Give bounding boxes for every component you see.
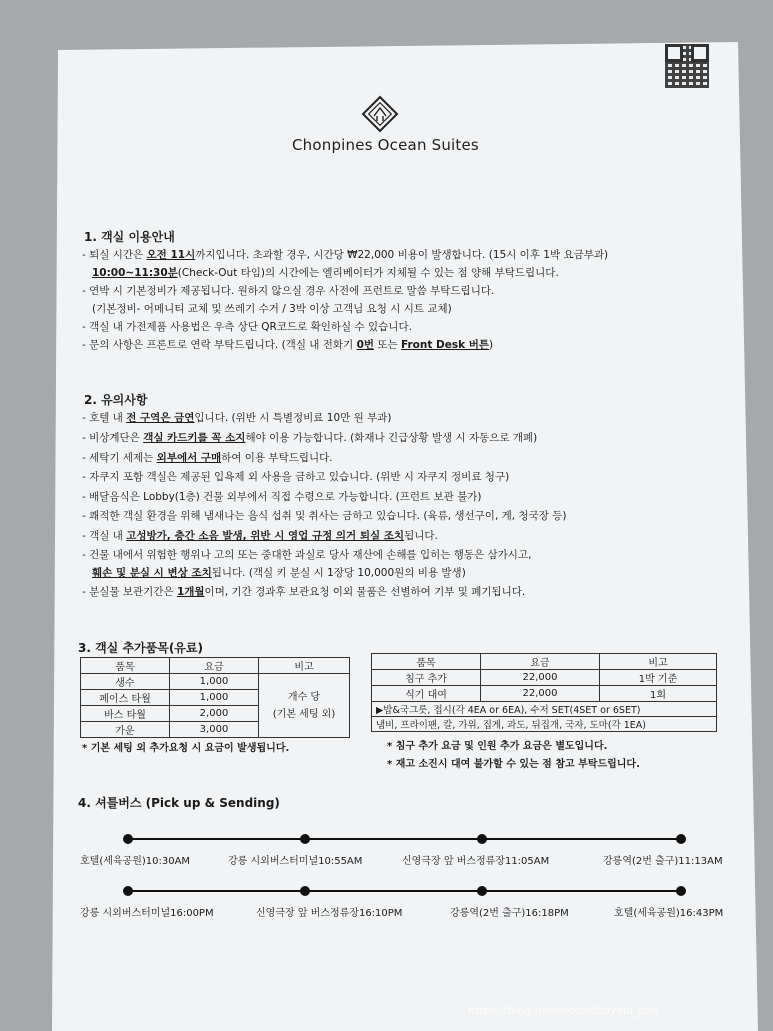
s2-line-9: 훼손 및 분실 시 변상 조치됩니다. (객실 키 분실 시 1장당 10,000원의 비용 발생) (92, 567, 466, 579)
table-header: 비고 (600, 654, 717, 670)
shuttle-route-line-2 (128, 890, 682, 892)
table-detail-cell: ▶밥&국그릇, 접시(각 4EA or 6EA), 수저 SET(4SET or 6SET) (372, 702, 717, 717)
route-stop-dot (676, 834, 686, 844)
table-cell: 1,000 (170, 674, 259, 690)
shuttle-route-line-1 (128, 838, 682, 840)
table-header: 요금 (170, 658, 259, 674)
s1-line-5: - 객실 내 가전제품 사용법은 우측 상단 QR코드로 확인하실 수 있습니다. (82, 321, 412, 333)
right-table-note-1: * 침구 추가 요금 및 인원 추가 요금은 별도입니다. (387, 741, 608, 752)
shuttle-stop: 강릉역(2번 출구)11:13AM (603, 856, 723, 867)
s2-line-10: - 분실물 보관기간은 1개월이며, 기간 경과후 보관요청 이외 물품은 선별하여 기부 및 폐기됩니다. (82, 586, 526, 598)
s2-line-7: - 객실 내 고성방가, 층간 소음 발생, 위반 시 영업 규정 의거 퇴실 조치됩니다. (82, 530, 438, 542)
table-row (372, 686, 717, 702)
table-cell: 1박 기준 (600, 670, 717, 686)
s2-line-5: - 배달음식은 Lobby(1층) 건물 외부에서 직접 수령으로 가능합니다. (프런트 보관 불가) (82, 491, 482, 503)
table-row (372, 702, 717, 717)
table-header: 품목 (372, 654, 481, 670)
shuttle-stop: 강릉역(2번 출구)16:18PM (450, 908, 569, 919)
brand-name: Chonpines Ocean Suites (292, 136, 479, 154)
table-cell: 식기 대여 (372, 686, 481, 702)
table-cell: 22,000 (481, 686, 600, 702)
s2-line-1: - 호텔 내 전 구역은 금연입니다. (위반 시 특별정비료 10만 원 부과) (82, 412, 392, 424)
table-cell: 가운 (81, 722, 170, 738)
s1-line-2: 10:00~11:30분(Check-Out 타임)의 시간에는 엘리베이터가 지체될 수 있는 점 양해 부탁드립니다. (92, 267, 559, 279)
remark-line-1: 개수 당 (287, 691, 321, 703)
shuttle-stop: 강릉 시외버스터미널10:55AM (228, 856, 363, 867)
table-header: 요금 (481, 654, 600, 670)
shuttle-stop: 신영극장 앞 버스정류장16:10PM (256, 908, 403, 919)
left-table-note: * 기본 세팅 외 추가요청 시 요금이 발생됩니다. (82, 743, 290, 754)
table-cell: 22,000 (481, 670, 600, 686)
table-cell: 침구 추가 (372, 670, 481, 686)
s1-line-3: - 연박 시 기본정비가 제공됩니다. 원하지 않으실 경우 사전에 프런트로 말씀 부탁드립니다. (82, 285, 495, 297)
shuttle-stop: 신영극장 앞 버스정류장11:05AM (402, 856, 550, 867)
table-header-row (81, 658, 350, 674)
s1-line-4: (기본정비- 어메니티 교체 및 쓰레기 수거 / 3박 이상 고객님 요청 시 시트 교체) (92, 303, 452, 315)
table-header-row (372, 654, 717, 670)
extra-items-table-left (80, 657, 350, 738)
route-stop-dot (676, 886, 686, 896)
route-stop-dot (477, 886, 487, 896)
table-header: 품목 (81, 658, 170, 674)
s1-line-1: - 퇴실 시간은 오전 11시까지입니다. 초과할 경우, 시간당 ₩22,000 비용이 발생합니다. (15시 이후 1박 요금부과) (82, 249, 609, 261)
s2-line-8: - 건물 내에서 위험한 행위나 고의 또는 중대한 과실로 당사 재산에 손해를 입히는 행동은 삼가시고, (82, 549, 532, 561)
route-stop-dot (300, 834, 310, 844)
table-cell: 1회 (600, 686, 717, 702)
table-cell: 페이스 타월 (81, 690, 170, 706)
shuttle-stop: 호텔(세육공원)16:43PM (614, 908, 724, 919)
table-row (372, 670, 717, 686)
table-remark-cell (259, 674, 350, 738)
table-cell: 3,000 (170, 722, 259, 738)
route-stop-dot (123, 834, 133, 844)
s2-line-6: - 쾌적한 객실 환경을 위해 냄새나는 음식 섭취 및 취사는 금하고 있습니다. (육류, 생선구이, 게, 청국장 등) (82, 510, 567, 522)
s2-line-3: - 세탁기 세제는 외부에서 구매하여 이용 부탁드립니다. (82, 452, 333, 464)
section-2-title: 2. 유의사항 (84, 393, 148, 407)
shuttle-stop: 강릉 시외버스터미널16:00PM (80, 908, 214, 919)
s1-line-6: - 문의 사항은 프론트로 연락 부탁드립니다. (객실 내 전화기 0번 또는 Front Desk 버튼) (82, 339, 494, 351)
table-cell: 바스 타월 (81, 706, 170, 722)
qr-code[interactable] (665, 44, 709, 88)
watermark: https://blog.naver.com/bbyeol_one (468, 1004, 659, 1017)
section-3-title: 3. 객실 추가품목(유료) (78, 641, 203, 655)
remark-line-2: (기본 세팅 외) (272, 708, 336, 720)
table-cell: 생수 (81, 674, 170, 690)
shuttle-stop: 호텔(세육공원)10:30AM (80, 856, 191, 867)
table-row (81, 674, 350, 690)
route-stop-dot (477, 834, 487, 844)
table-header: 비고 (259, 658, 350, 674)
route-stop-dot (123, 886, 133, 896)
section-1-title: 1. 객실 이용안내 (84, 230, 175, 244)
section-4-title: 4. 셔틀버스 (Pick up & Sending) (78, 796, 280, 810)
brand-logo-icon (360, 94, 400, 134)
right-table-note-2: * 재고 소진시 대여 불가할 수 있는 점 참고 부탁드립니다. (387, 759, 640, 770)
notice-sheet (30, 20, 760, 1031)
table-cell: 2,000 (170, 706, 259, 722)
s2-line-2: - 비상계단은 객실 카드키를 꼭 소지해야 이용 가능합니다. (화재나 긴급상황 발생 시 자동으로 개폐) (82, 432, 538, 444)
s2-line-4: - 자쿠지 포함 객실은 제공된 입욕제 외 사용을 금하고 있습니다. (위반 시 자쿠지 정비료 청구) (82, 471, 510, 483)
table-cell: 1,000 (170, 690, 259, 706)
route-stop-dot (300, 886, 310, 896)
extra-items-table-right (371, 653, 717, 732)
table-detail-cell: 냄비, 프라이팬, 칼, 가위, 집게, 과도, 뒤집개, 국자, 도마(각 1EA) (372, 717, 717, 732)
table-row (372, 717, 717, 732)
